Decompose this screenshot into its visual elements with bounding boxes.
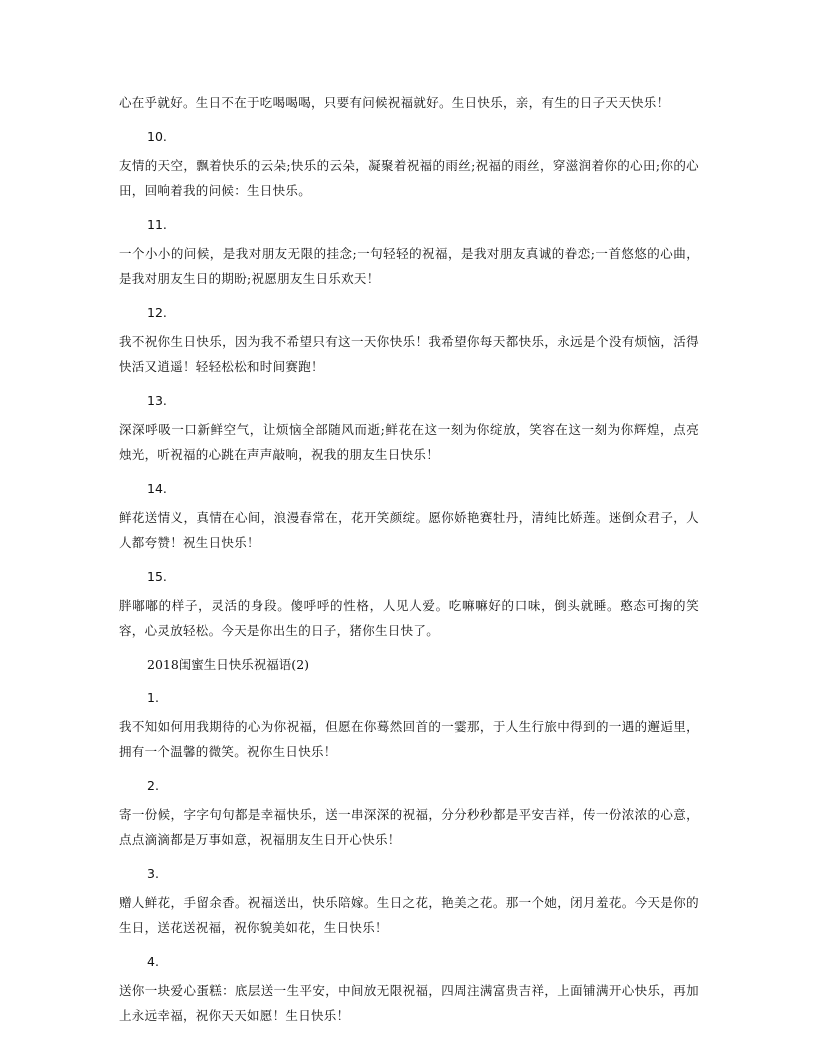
document-page — [119, 90, 699, 1037]
item-number: 12. — [147, 305, 167, 320]
item-number: 13. — [147, 393, 167, 408]
item-paragraph: 友情的天空，飘着快乐的云朵;快乐的云朵，凝聚着祝福的雨丝;祝福的雨丝，穿滋润着你的心田;你的心田，回响着我的问候：生日快乐。 — [119, 158, 699, 198]
item-paragraph: 我不知如何用我期待的心为你祝福，但愿在你蓦然回首的一霎那，于人生行旅中得到的一遇的邂逅里，拥有一个温馨的微笑。祝你生日快乐！ — [119, 719, 699, 759]
item-paragraph: 寄一份候，字字句句都是幸福快乐，送一串深深的祝福，分分秒秒都是平安吉祥，传一份浓浓的心意，点点滴滴都是万事如意，祝福朋友生日开心快乐！ — [119, 807, 699, 847]
item-number: 11. — [147, 217, 167, 232]
item-number: 15. — [147, 569, 167, 584]
item-number: 14. — [147, 481, 167, 496]
item-number: 1. — [147, 690, 159, 705]
item-number: 10. — [147, 129, 167, 144]
item-paragraph: 鲜花送情义，真情在心间，浪漫春常在，花开笑颜绽。愿你娇艳赛牡丹，清纯比娇莲。迷倒众君子，人人都夸赞！祝生日快乐！ — [119, 510, 699, 550]
item-number: 3. — [147, 866, 159, 881]
item-number: 4. — [147, 954, 159, 969]
item-paragraph: 深深呼吸一口新鲜空气，让烦恼全部随风而逝;鲜花在这一刻为你绽放，笑容在这一刻为你辉煌，点亮烛光，听祝福的心跳在声声敲响，祝我的朋友生日快乐！ — [119, 422, 699, 462]
item-paragraph: 送你一块爱心蛋糕：底层送一生平安，中间放无限祝福，四周注满富贵吉祥，上面铺满开心快乐，再加上永远幸福，祝你天天如愿！生日快乐！ — [119, 983, 699, 1023]
intro-paragraph: 心在乎就好。生日不在于吃喝喝喝，只要有问候祝福就好。生日快乐，亲，有生的日子天天快乐！ — [119, 95, 670, 110]
item-number: 2. — [147, 778, 159, 793]
section-heading: 2018闺蜜生日快乐祝福语(2) — [147, 657, 310, 672]
item-paragraph: 赠人鲜花，手留余香。祝福送出，快乐陪嫁。生日之花，艳美之花。那一个她，闭月羞花。今天是你的生日，送花送祝福，祝你貌美如花，生日快乐！ — [119, 895, 699, 935]
item-paragraph: 胖嘟嘟的样子，灵活的身段。傻呼呼的性格，人见人爱。吃嘛嘛好的口味，倒头就睡。憨态可掬的笑容，心灵放轻松。今天是你出生的日子，猪你生日快了。 — [119, 598, 699, 638]
item-paragraph: 我不祝你生日快乐，因为我不希望只有这一天你快乐！我希望你每天都快乐，永远是个没有烦恼，活得快活又逍遥！轻轻松松和时间赛跑！ — [119, 334, 699, 374]
item-paragraph: 一个小小的问候，是我对朋友无限的挂念;一句轻轻的祝福，是我对朋友真诚的眷恋;一首悠悠的心曲，是我对朋友生日的期盼;祝愿朋友生日乐欢天！ — [119, 246, 699, 286]
